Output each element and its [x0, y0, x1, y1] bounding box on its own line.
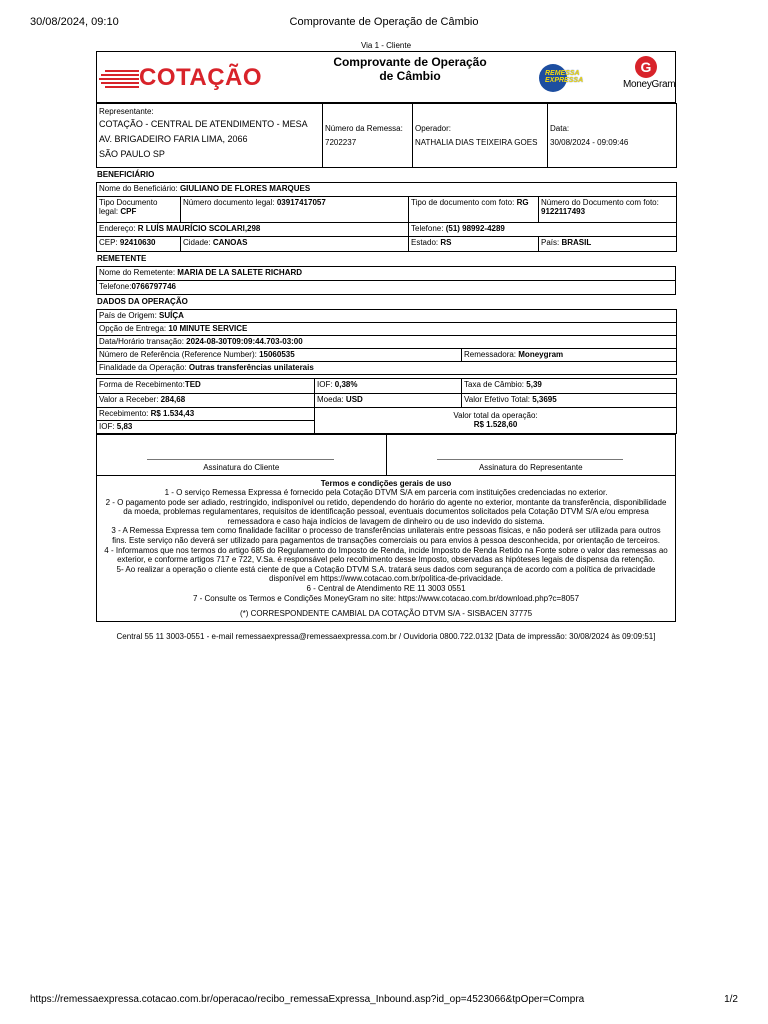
logo-text: COTAÇÃO [139, 64, 263, 91]
cidade-cell [181, 237, 409, 251]
terms-title: Termos e condições gerais de uso [320, 478, 452, 488]
representative-signature-line [437, 459, 624, 460]
remessa-number-label: Número da Remessa: [325, 124, 403, 133]
taxa-label: Taxa de Câmbio: [464, 379, 525, 389]
remessadora-cell [462, 348, 677, 361]
finalidade-row [97, 361, 677, 374]
term-1: 1 - O serviço Remessa Expressa é fornecido pela Cotação DTVM S/A em parceria com instituições credenciadas no exterior. [164, 488, 608, 498]
telefone-benef-value: (51) 98992-4289 [445, 224, 505, 233]
iof-label: IOF: [99, 421, 115, 431]
moneygram-logo-text: MoneyGram [623, 79, 676, 90]
taxa-cell [462, 378, 677, 393]
total-value: R$ 1.528,60 [473, 420, 518, 429]
cidade-label: Cidade: [183, 238, 211, 247]
forma-cell [97, 378, 315, 393]
iof-pct-value: 0,38% [334, 379, 358, 389]
beneficiario-name-row [97, 183, 677, 197]
operacao-table [96, 309, 677, 434]
remetente-name-label: Nome do Remetente: [99, 267, 176, 277]
remetente-phone-row [97, 280, 676, 294]
endereco-label: Endereço: [99, 224, 136, 233]
print-footer [30, 994, 738, 1008]
client-signature-cell[interactable] [97, 434, 387, 475]
pais-value: BRASIL [561, 238, 592, 247]
beneficiario-name-value: GIULIANO DE FLORES MARQUES [179, 184, 311, 193]
section-beneficiario: BENEFICIÁRIO [97, 170, 155, 179]
logo-bars-icon [99, 68, 139, 88]
remessa-logo-text-1: REMESSA [545, 70, 580, 77]
valor-receber-cell [97, 393, 315, 407]
recebimento-cell [97, 407, 315, 420]
data-transacao-value: 2024-08-30T09:09:44.703-03:00 [186, 336, 303, 346]
tipo-foto-cell [409, 197, 539, 223]
term-5: 5- Ao realizar a operação o cliente está ciente de que a Cotação DTVM S.A. tratará seus dados com segurança de acordo com a política de privacidade disponível em https://www.cotacao.com.br/politica-de-privacidade. [116, 564, 656, 584]
client-signature-line [147, 459, 334, 460]
num-doc-label: Número documento legal: [183, 198, 275, 207]
remessa-number-value: 7202237 [325, 138, 357, 147]
moeda-cell [315, 393, 462, 407]
data-label: Data: [550, 124, 570, 133]
valor-receber-label: Valor a Receber: [99, 394, 159, 404]
beneficiario-table [96, 182, 677, 237]
term-2: 2 - O pagamento pode ser adiado, restringido, indisponível ou retido, dependendo do horário do agente no exterior, montante da transferência, disponibilidade da moeda, problemas regulamentares, requisitos de identificação pessoal, eventuais documentos solicitados pela Cotação DTVM S/A e/ou empresa remessadora e caso haja indícios de lavagem de dinheiro ou de uso indevido do sistema. [105, 497, 667, 526]
cep-cell [97, 237, 181, 251]
tipo-foto-label: Tipo de documento com foto: [411, 198, 515, 207]
tipo-doc-label: Tipo Documento legal: [99, 198, 158, 216]
receipt-document [96, 40, 676, 641]
operador-value: NATHALIA DIAS TEIXEIRA GOES [415, 138, 538, 147]
data-transacao-label: Data/Horário transação: [99, 336, 184, 346]
estado-cell [409, 237, 539, 251]
via-label: Via 1 - Cliente [360, 41, 412, 50]
pais-label: País: [541, 238, 560, 247]
beneficiario-name-label: Nome do Beneficiário: [99, 184, 178, 193]
data-value: 30/08/2024 - 09:09:46 [550, 138, 629, 147]
representante-line2: AV. BRIGADEIRO FARIA LIMA, 2066 [99, 134, 248, 144]
recebimento-label: Recebimento: [99, 408, 149, 418]
cidade-value: CANOAS [212, 238, 248, 247]
pais-origem-label: País de Origem: [99, 310, 157, 320]
num-doc-value: 03917417057 [276, 198, 326, 207]
remessadora-value: Moneygram [518, 349, 564, 359]
remetente-phone-label: Telefone: [99, 281, 132, 291]
estado-label: Estado: [411, 238, 439, 247]
vet-label: Valor Efetivo Total: [464, 394, 530, 404]
beneficiario-address-table [96, 237, 677, 252]
finalidade-value: Outras transferências unilaterais [188, 362, 314, 372]
num-foto-label: Número do Documento com foto: [541, 198, 659, 207]
remessa-expressa-logo [539, 62, 605, 92]
recebimento-value: R$ 1.534,43 [150, 408, 195, 418]
iof-cell [97, 420, 315, 433]
iof-pct-cell [315, 378, 462, 393]
entrega-row [97, 322, 677, 335]
representante-label: Representante: [99, 107, 154, 116]
client-signature-label: Assinatura do Cliente [203, 462, 280, 472]
pais-origem-row [97, 309, 677, 322]
print-page-number: 1/2 [724, 994, 738, 1005]
referencia-value: 15060535 [259, 349, 295, 359]
terms-box [96, 476, 676, 622]
entrega-label: Opção de Entrega: [99, 323, 167, 333]
operador-label: Operador: [415, 124, 452, 133]
operador-cell [413, 104, 548, 168]
pais-cell [539, 237, 677, 251]
print-title: Comprovante de Operação de Câmbio [289, 16, 479, 28]
data-transacao-row [97, 335, 677, 348]
tipo-doc-cell [97, 197, 181, 223]
valor-receber-value: 284,68 [160, 394, 186, 404]
cep-value: 92410630 [119, 238, 156, 247]
remetente-name-row [97, 266, 676, 280]
remetente-name-value: MARIA DE LA SALETE RICHARD [177, 267, 303, 277]
tipo-foto-value: RG [516, 198, 529, 207]
tipo-doc-value: CPF [120, 207, 137, 216]
forma-value: TED [184, 379, 201, 389]
endereco-value: R LUÍS MAURÍCIO SCOLARI,298 [137, 224, 261, 233]
doc-title: Comprovante de Operação de Câmbio [333, 55, 487, 83]
num-foto-value: 9122117493 [541, 207, 586, 216]
total-label: Valor total da operação: [453, 411, 538, 420]
print-datetime: 30/08/2024, 09:10 [30, 16, 119, 28]
print-header [30, 16, 738, 30]
referencia-label: Número de Referência (Reference Number): [99, 349, 257, 359]
pais-origem-value: SUÍÇA [159, 310, 184, 320]
num-foto-cell [539, 197, 677, 223]
term-6: 6 - Central de Atendimento RE 11 3003 0551 [306, 584, 466, 594]
representative-signature-label: Assinatura do Representante [478, 462, 583, 472]
total-cell [315, 407, 677, 433]
moeda-value: USD [345, 394, 363, 404]
section-operacao: DADOS DA OPERAÇÃO [97, 296, 188, 306]
num-doc-cell [181, 197, 409, 223]
section-remetente: REMETENTE [97, 253, 147, 263]
finalidade-label: Finalidade da Operação: [99, 362, 187, 372]
vet-value: 5,3695 [532, 394, 557, 404]
receipt-header [96, 51, 676, 103]
forma-label: Forma de Recebimento: [99, 379, 185, 389]
telefone-benef-cell [409, 223, 677, 237]
cep-label: CEP: [99, 238, 118, 247]
representante-table [96, 103, 677, 168]
representante-line1: COTAÇÃO - CENTRAL DE ATENDIMENTO - MESA [99, 119, 308, 129]
vet-cell [462, 393, 677, 407]
iof-value: 5,83 [116, 421, 133, 431]
contact-line: Central 55 11 3003-0551 - e-mail remessaexpressa@remessaexpressa.com.br / Ouvidoria 0800.722.0132 [Data de impressão: 30/08/2024 às 09:09:51] [116, 631, 656, 641]
cotacao-logo [99, 65, 271, 91]
entrega-value: 10 MINUTE SERVICE [168, 323, 248, 333]
referencia-cell [97, 348, 462, 361]
estado-value: RS [440, 238, 452, 247]
remetente-phone-value: 0766797746 [131, 281, 176, 291]
iof-pct-label: IOF: [317, 379, 333, 389]
telefone-benef-label: Telefone: [411, 224, 444, 233]
remessadora-label: Remessadora: [464, 349, 517, 359]
moeda-label: Moeda: [317, 394, 344, 404]
term-7: 7 - Consulte os Termos e Condições MoneyGram no site: https://www.cotacao.com.br/download.php?c=8057 [192, 593, 580, 603]
correspondente-note: (*) CORRESPONDENTE CAMBIAL DA COTAÇÃO DTVM S/A - SISBACEN 37775 [239, 609, 533, 619]
data-cell [548, 104, 677, 168]
signature-table [96, 434, 676, 476]
moneygram-logo [623, 56, 675, 98]
print-url: https://remessaexpressa.cotacao.com.br/operacao/recibo_remessaExpressa_Inbound.asp?id_op=4523066&tpOper=Compra [30, 994, 585, 1005]
remessa-logo-text-2: EXPRESSA [545, 77, 584, 84]
representante-cell [97, 104, 323, 168]
representante-line3: SÃO PAULO SP [99, 149, 165, 159]
representative-signature-cell[interactable] [386, 434, 676, 475]
remetente-table [96, 266, 676, 295]
moneygram-symbol-icon: G [635, 56, 657, 78]
endereco-cell [97, 223, 409, 237]
term-4: 4 - Informamos que nos termos do artigo 685 do Regulamento do Imposto de Renda, incide Imposto de Renda Retido na Fonte sobre o valor das remessas ao exterior, e conforme artigos 717 e 722, V.Sa. é responsável pelo recolhimento desse Imposto, observadas as hipóteses legais de dispensa da retenção. [104, 545, 668, 565]
term-3: 3 - A Remessa Expressa tem como finalidade facilitar o processo de transferências unilaterais entre pessoas físicas, e não poderá ser utilizada para outros fins. Este serviço não deverá ser utilizado para pagamentos de transações comerciais ou para envios à pessoa desconhecida, por orientação de terceiros. [111, 526, 661, 546]
taxa-value: 5,39 [526, 379, 542, 389]
remessa-number-cell [323, 104, 413, 168]
